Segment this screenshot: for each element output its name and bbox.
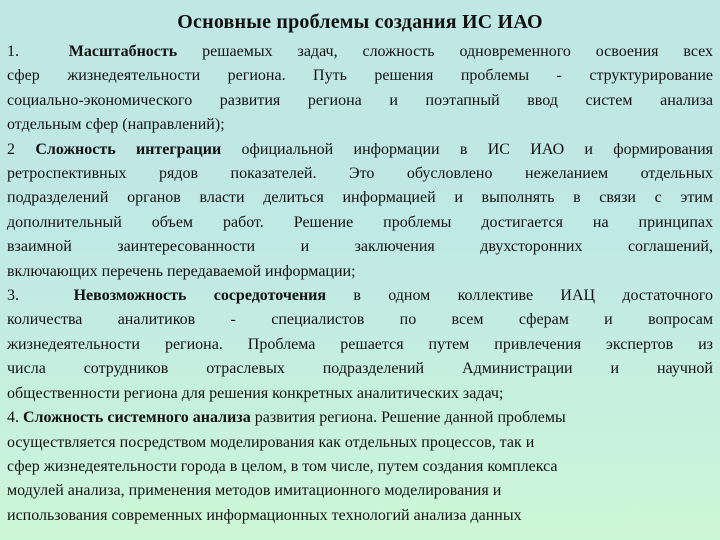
problem-item-3-line-2: количества аналитиков - специалистов по всем сферам и вопросам bbox=[7, 311, 713, 329]
problem-item-3-line-5: общественности региона для решения конкретных аналитических задач; bbox=[7, 384, 504, 402]
problem-item-1-heading: Масштабность bbox=[68, 43, 178, 60]
problem-item-2-line-5: взаимной заинтересованности и заключения двухсторонних соглашений, bbox=[7, 238, 713, 256]
problem-item-2-line-1 bbox=[7, 138, 713, 162]
problem-item-3-text-1: в одном коллективе ИАЦ достаточного bbox=[353, 287, 714, 305]
problem-item-4-text-1: развития региона. Решение данной проблемы bbox=[254, 409, 566, 427]
problem-item-3-line-3: жизнедеятельности региона. Проблема решается путем привлечения экспертов из bbox=[7, 335, 713, 353]
problem-item-4-number: 4. bbox=[7, 409, 19, 427]
problem-item-4-line-2: осуществляется посредством моделирования как отдельных процессов, так и bbox=[7, 433, 535, 451]
problem-item-3 bbox=[7, 284, 713, 406]
problem-item-3-line-1 bbox=[7, 284, 713, 308]
problem-item-2-heading: Сложность интеграции bbox=[35, 140, 222, 158]
problem-item-1-line-1 bbox=[7, 40, 713, 64]
problem-item-4-line-5: использования современных информационных технологий анализа данных bbox=[7, 506, 522, 524]
problem-item-3-number: 3. bbox=[7, 287, 19, 305]
problem-item-1-line-4: отдельным сфер (направлений); bbox=[7, 116, 225, 134]
problem-item-4-line-1 bbox=[7, 406, 713, 430]
problem-item-2-text-1: официальной информации в ИС ИАО и формирования bbox=[241, 140, 714, 158]
problem-item-2-line-6: включающих перечень передаваемой информации; bbox=[7, 262, 356, 280]
problem-item-1-line-3: социально-экономического развития региона и поэтапный ввод систем анализа bbox=[7, 91, 713, 109]
problem-item-4-line-3: сфер жизнедеятельности города в целом, в том числе, путем создания комплекса bbox=[7, 457, 558, 475]
problem-item-1-text-1: решаемых задач, сложность одновременного освоения всех bbox=[202, 43, 714, 60]
problem-item-2-line-3: подразделений органов власти делиться информацией и выполнять в связи с этим bbox=[7, 189, 713, 207]
problem-item-2-line-4: дополнительный объем работ. Решение проблемы достигается на принципах bbox=[7, 213, 713, 231]
problem-item-2 bbox=[7, 138, 713, 284]
problem-item-4-heading: Сложность системного анализа bbox=[23, 409, 251, 427]
problem-item-2-line-2: ретроспективных рядов показателей. Это обусловлено нежеланием отдельных bbox=[7, 165, 713, 183]
problem-item-4 bbox=[7, 406, 713, 528]
problem-item-4-line-4: модулей анализа, применения методов имитационного моделирования и bbox=[7, 482, 502, 500]
problem-item-2-number: 2 bbox=[7, 140, 15, 158]
problem-item-1-number: 1. bbox=[7, 43, 19, 60]
slide-body bbox=[7, 40, 713, 528]
problem-item-3-line-4: числа сотрудников отраслевых подразделений Администрации и научной bbox=[7, 360, 713, 378]
problem-item-1-line-2: сфер жизнедеятельности региона. Путь решения проблемы - структурирование bbox=[7, 67, 713, 85]
slide-title: Основные проблемы создания ИС ИАО bbox=[177, 11, 543, 33]
problem-item-3-heading: Невозможность сосредоточения bbox=[73, 287, 327, 305]
problem-item-1 bbox=[7, 40, 713, 138]
